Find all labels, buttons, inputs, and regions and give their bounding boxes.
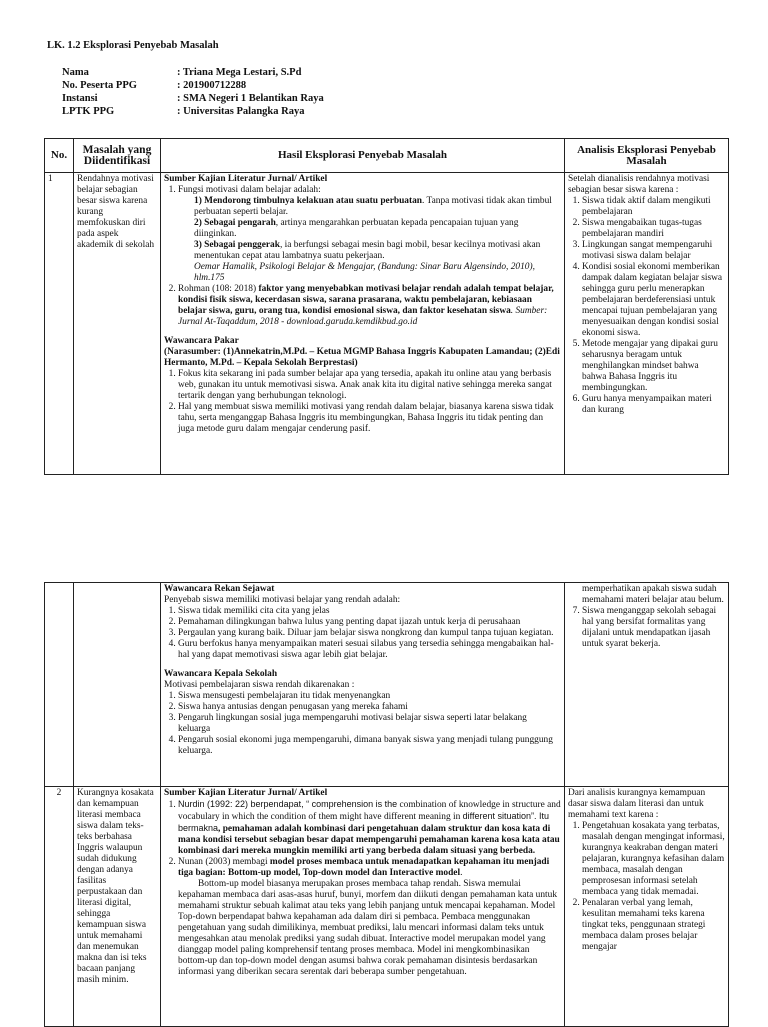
identity-value: : SMA Negeri 1 Belantikan Raya [177, 93, 324, 104]
row-number: 2 [45, 787, 74, 1027]
row-number: 1 [45, 173, 74, 475]
analysis-intro: Dari analisis kurangnya kemampuan dasar siswa dalam literasi dan untuk memahami text karena : [568, 788, 706, 820]
section-heading: Wawancara Rekan Sejawat [164, 584, 275, 594]
list-item: 7. Siswa menganggap sekolah sebagai hal yang bersifat formalitas yang dijalani untuk mendapatkan ijasah untuk syarat bekerja. [582, 606, 725, 650]
problem-description: Kurangnya kosakata dan kemampuan literasi membaca siswa dalam teks-teks berbahasa Inggris walaupun sudah didukung dengan adanya fasilitas perpustakaan dan literasi digital, sehingga kemampuan siswa untuk memahami dan menemukan makna dan isi teks bacaan panjang masih minim. [74, 787, 161, 1027]
list-item: 3. Pergaulan yang kurang baik. Diluar jam belajar siswa nongkrong dan kumpul tanpa tujuan kegiatan. [178, 628, 561, 639]
page-title: LK. 1.2 Eksplorasi Penyebab Masalah [47, 40, 219, 51]
analysis-continued: memperhatikan apakah siswa sudah memahami materi belajar atau belum. [582, 584, 724, 605]
list-item: 1. Fungsi motivasi dalam belajar adalah: 1) Mendorong timbulnya kelakuan atau suatu perbuatan. Tanpa motivasi tidak akan timbul perbuatan seperti belajar. 2) Sebagai pengarah, artinya mengarahkan perbuatan kepada pencapaian tujuan yang diinginkan. 3) Sebagai penggerak, ia berfungsi sebagai mesin bagi mobil, besar kecilnya motivasi akan menentukan cepat atau lambatnya suatu pekerjaan. Oemar Hamalik, Psikologi Belajar & Mengajar, (Bandung: Sinar Baru Algensindo, 2010), hlm.175 [178, 185, 561, 284]
section-heading: Wawancara Pakar [164, 336, 239, 346]
table-row [45, 787, 729, 1027]
citation: Oemar Hamalik, Psikologi Belajar & Mengajar, (Bandung: Sinar Baru Algensindo, 2010), hlm.175 [194, 262, 535, 283]
list-item: 1. Nurdin (1992: 22) berpendapat, “ comprehension is the combination of knowledge in structure and vocabulary in which the condition of them might have different meaning in different situation”. Itu bermakna, pemahaman adalah kombinasi dari pengetahuan dalam struktur dan kosa kata di mana kondisi tersebut sebagian besar dapat mempengaruhi pemahaman karena kosa kata atau kombinasi dari mereka mungkin memiliki arti yang berbeda dalam situasi yang berbeda. [178, 799, 561, 857]
list-item: 2. Siswa mengabaikan tugas-tugas pembelajaran mandiri [582, 218, 725, 240]
analysis-intro: Setelah dianalisis rendahnya motivasi sebagian besar siswa karena : [568, 174, 710, 195]
list-item: 4. Guru berfokus hanya menyampaikan materi sesuai silabus yang tersedia sehingga mengabaikan hal-hal yang dapat memotivasi siswa agar lebih giat belajar. [178, 639, 561, 661]
list-item: 5. Metode mengajar yang dipakai guru seharusnya beragam untuk menghilangkan mindset bahwa bahwa Bahasa Inggris itu membingungkan. [582, 339, 725, 394]
identity-value: : Triana Mega Lestari, S.Pd [177, 67, 302, 78]
analysis-results [565, 583, 729, 787]
list-item: 2. Nunan (2003) membagi model proses membaca untuk menadapatkan kepahaman itu menjadi tiga bagian: Bottom-up model, Top-down model dan Interactive model. Bottom-up model biasanya merupakan proses membaca tahap rendah. Siswa memulai kepahaman membaca dari asas-asas huruf, bunyi, morfem dan diikuti dengan pemahaman kata untuk memahami struktur sebuah kalimat atau teks yang lebih panjang untuk mencapai kepahaman. Model Top-down berpendapat bahwa kepahaman ada dalam diri si pembaca. Pembaca menggunakan pengetahuan yang sudah dimilikinya, membuat prediksi, lalu mencari informasi dalam teks untuk mengesahkan atau menolak prediksi yang sudah dibuat. Interactive model merupakan model yang dianggap model paling komprehensif tentang proses membaca. Model ini mengkombinasikan bottom-up dan top-down model dengan asumsi bahwa corak pemahaman disintesis berdasarkan informasi yang diberikan secara serentak dari beberapa sumber pengetahuan. [178, 857, 561, 978]
list-item: 6. Guru hanya menyampaikan materi dan kurang [582, 394, 725, 416]
list-item: 1. Fokus kita sekarang ini pada sumber belajar apa yang tersedia, apakah itu online atau yang berbasis web, gunakan itu untuk memotivasi siswa. Anak anak kita itu digital native sehingga mereka sangat tertarik dengan yang berhubungan teknologi. [178, 369, 561, 402]
identity-label: Instansi [62, 93, 98, 104]
header-analisis: Analisis Eksplorasi Penyebab Masalah [565, 139, 729, 173]
identity-label: No. Peserta PPG [62, 80, 137, 91]
list-item: 2. Rohman (108: 2018) faktor yang menyebabkan motivasi belajar rendah adalah tempat belajar, kondisi fisik siswa, kecerdasan siswa, sarana prasarana, waktu pembelajaran, kebiasaan belajar siswa, guru, orang tua, kondisi emosional siswa, dan faktor kesehatan siswa. Sumber: Jurnal At-Taqaddum, 2018 - download.garuda.kemdikbud.go.id [178, 284, 561, 328]
header-masalah: Masalah yang Diidentifikasi [74, 139, 161, 173]
analysis-results [565, 173, 729, 475]
section-heading: Sumber Kajian Literatur Jurnal/ Artikel [164, 788, 328, 798]
list-item: 1. Siswa mensugesti pembelajaran itu tidak menyenangkan [178, 691, 561, 702]
section-heading: Sumber Kajian Literatur Jurnal/ Artikel [164, 174, 328, 184]
list-item: 4. Pengaruh sosial ekonomi juga mempengaruhi, dimana banyak siswa yang menjadi tulang punggung keluarga. [178, 735, 561, 757]
exploration-results [161, 787, 565, 1027]
header-no: No. [45, 139, 74, 173]
identity-label: Nama [62, 67, 89, 78]
identity-row-lptk [62, 105, 324, 118]
list-item: 2. Siswa hanya antusias dengan penugasan yang mereka fahami [178, 702, 561, 713]
exploration-table-page-2 [44, 582, 729, 1027]
identity-value: : Universitas Palangka Raya [177, 106, 305, 117]
list-item: 3. Pengaruh lingkungan sosial juga mempengaruhi motivasi belajar siswa seperti latar belakang keluarga [178, 713, 561, 735]
exploration-results [161, 173, 565, 475]
exploration-table-page-1 [44, 138, 729, 475]
citation: . Sumber: Jurnal At-Taqaddum, 2018 - download.garuda.kemdikbud.go.id [178, 306, 548, 327]
identity-row-peserta [62, 79, 324, 92]
list-item: 2. Penalaran verbal yang lemah, kesulitan memahami teks karena tingkat teks, penggunaan strategi membaca dalam proses belajar mengajar [582, 898, 725, 953]
identity-value: : 201900712288 [177, 80, 247, 91]
list-item: 2. Hal yang membuat siswa memiliki motivasi yang rendah dalam belajar, biasanya karena siswa tidak tahu, serta menganggap Bahasa Inggris itu membingungkan, Bahasa Inggris itu tidak penting dan juga metode guru dalam mengajar cenderung pasif. [178, 402, 561, 435]
list-item: 2. Pemahaman dilingkungan bahwa lulus yang penting dapat ijazah untuk kerja di perusahaan [178, 617, 561, 628]
list-item: 1. Pengetahuan kosakata yang terbatas, masalah dengan mengingat informasi, kurangnya keakraban dengan materi pelajaran, kurangnya kefasihan dalam membaca, masalah dengan pemprosesan informasi setelah membaca yang tidak memadai. [582, 821, 725, 898]
list-item: 3. Lingkungan sangat mempengaruhi motivasi siswa dalam belajar [582, 240, 725, 262]
problem-description: Rendahnya motivasi belajar sebagian besar siswa karena kurang memfokuskan diri pada aspek akademik di sekolah [74, 173, 161, 475]
identity-row-instansi [62, 92, 324, 105]
list-item: 4. Kondisi sosial ekonomi memberikan dampak dalam kegiatan belajar siswa sehingga guru perlu menerapkan pembelajaran berdeferensiasi untuk mencapai tujuan pembelajaran yang menyesuaikan dengan kondisi sosial ekonomi siswa. [582, 262, 725, 339]
identity-row-nama [62, 66, 324, 79]
interview-sources: (Narasumber: (1)Annekatrin,M.Pd. – Ketua MGMP Bahasa Inggris Kabupaten Lamandau; (2)Edi Hermanto, M.Pd. – Kepala Sekolah Berprestasi) [164, 347, 560, 368]
list-item: 1. Siswa tidak aktif dalam mengikuti pembelajaran [582, 196, 725, 218]
analysis-results [565, 787, 729, 1027]
exploration-results: Wawancara Rekan Sejawat Penyebab siswa memiliki motivasi belajar yang rendah adalah: 1. Siswa tidak memiliki cita cita yang jelas 2. Pemahaman dilingkungan bahwa lulus yang penting dapat ijazah untuk kerja di perusahaan 3. Pergaulan yang kurang baik. Diluar jam belajar siswa nongkrong dan kumpul tanpa tujuan kegiatan. 4. Guru berfokus hanya menyampaikan materi sesuai silabus yang tersedia sehingga mengabaikan hal-hal yang dapat memotivasi siswa agar lebih giat belajar. Wawancara Kepala Sekolah Motivasi pembelajaran siswa rendah dikarenakan : 1. Siswa mensugesti pembelajaran itu tidak menyenangkan 2. Siswa hanya antusias dengan penugasan yang mereka fahami 3. Pengaruh lingkungan sosial juga mempengaruhi motivasi belajar siswa seperti latar belakang keluarga 4. Pengaruh sosial ekonomi juga mempengaruhi, dimana banyak siswa yang menjadi tulang punggung keluarga. [161, 583, 565, 787]
identity-block [62, 66, 324, 118]
table-row [45, 583, 729, 787]
identity-label: LPTK PPG [62, 106, 115, 117]
list-item: 1. Siswa tidak memiliki cita cita yang jelas [178, 606, 561, 617]
table-header-row [45, 139, 729, 173]
paragraph: Bottom-up model biasanya merupakan proses membaca tahap rendah. Siswa memulai kepahaman membaca dari asas-asas huruf, bunyi, morfem dan diikuti dengan pemahaman kata untuk memahami struktur sebuah kalimat atau teks yang lebih panjang untuk mencapai kepahaman. Model Top-down berpendapat bahwa kepahaman ada dalam diri si pembaca. Pembaca menggunakan pengetahuan yang sudah dimilikinya, membuat prediksi, lalu mencari informasi dalam teks untuk mengesahkan atau menolak prediksi yang sudah dibuat. Interactive model merupakan model yang dianggap model paling komprehensif tentang proses membaca. Model ini mengkombinasikan bottom-up dan top-down model dengan asumsi bahwa corak pemahaman disintesis berdasarkan informasi yang diberikan secara serentak dari beberapa sumber pengetahuan. [178, 879, 558, 977]
row-number [45, 583, 74, 787]
section-heading: Wawancara Kepala Sekolah [164, 669, 278, 679]
header-hasil: Hasil Eksplorasi Penyebab Masalah [161, 139, 565, 173]
problem-description [74, 583, 161, 787]
table-row [45, 173, 729, 475]
